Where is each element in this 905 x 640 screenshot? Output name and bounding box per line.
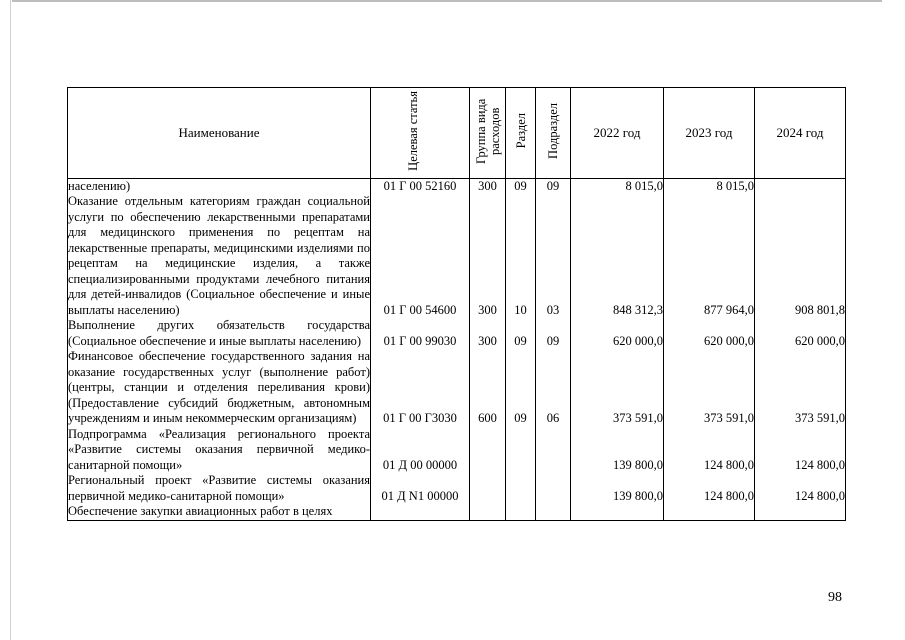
row-name: Региональный проект «Развитие системы оказания первичной медико-санитарной помощи» xyxy=(68,473,370,503)
row-target-article xyxy=(371,504,470,520)
row-section xyxy=(506,473,536,504)
row-value-2024: 908 801,8 xyxy=(755,194,846,318)
row-value-2024: 620 000,0 xyxy=(755,318,846,349)
row-expense-group xyxy=(470,473,506,504)
row-value-2024 xyxy=(755,504,846,520)
row-name: Подпрограмма «Реализация регионального проекта «Развитие системы оказания первичной медико-санитарной помощи» xyxy=(68,426,370,472)
row-section: 09 xyxy=(506,318,536,349)
row-value-2022: 139 800,0 xyxy=(571,427,664,474)
table-row xyxy=(68,178,846,194)
header-section xyxy=(506,88,536,179)
row-expense-group xyxy=(470,427,506,474)
row-value-2023 xyxy=(664,504,755,520)
budget-table xyxy=(67,87,846,521)
row-value-2022: 373 591,0 xyxy=(571,349,664,427)
row-target-article: 01 Г 00 54600 xyxy=(371,194,470,318)
table-row xyxy=(68,473,846,504)
row-name: населению) xyxy=(68,178,371,194)
table-row xyxy=(68,427,846,474)
header-expense-group xyxy=(470,88,506,179)
table-row xyxy=(68,194,846,318)
header-name: Наименование xyxy=(68,88,371,179)
row-expense-group: 600 xyxy=(470,349,506,427)
table-header-row xyxy=(68,88,846,179)
row-name: Выполнение других обязательств государства (Социальное обеспечение и иные выплаты населению) xyxy=(68,318,370,348)
row-value-2023: 373 591,0 xyxy=(664,349,755,427)
row-value-2022: 620 000,0 xyxy=(571,318,664,349)
row-value-2024 xyxy=(755,178,846,194)
table-row xyxy=(68,504,846,520)
row-section: 10 xyxy=(506,194,536,318)
header-section-text: Раздел xyxy=(513,113,528,149)
row-value-2023: 124 800,0 xyxy=(664,427,755,474)
row-value-2022 xyxy=(571,504,664,520)
row-section xyxy=(506,504,536,520)
header-target-article-text: Целевая статья xyxy=(406,91,420,171)
row-section xyxy=(506,427,536,474)
row-value-2023: 124 800,0 xyxy=(664,473,755,504)
header-year-2022: 2022 год xyxy=(571,88,664,179)
header-subsection xyxy=(536,88,571,179)
header-subsection-text: Подраздел xyxy=(546,103,560,159)
row-subsection xyxy=(536,473,571,504)
row-name: Финансовое обеспечение государственного задания на оказание государственных услуг (выполнение работ) (центры, станции и отделения переливания крови) (Предоставление субсидий бюджетным, автономным учреждениям и иным некоммерческим организациям) xyxy=(68,349,370,425)
row-section: 09 xyxy=(506,349,536,427)
row-value-2023: 620 000,0 xyxy=(664,318,755,349)
row-subsection: 09 xyxy=(536,318,571,349)
row-target-article: 01 Д 00 00000 xyxy=(371,427,470,474)
row-target-article: 01 Г 00 Г3030 xyxy=(371,349,470,427)
row-subsection: 09 xyxy=(536,178,571,194)
scan-edge-left xyxy=(10,0,11,640)
row-value-2024: 373 591,0 xyxy=(755,349,846,427)
row-target-article: 01 Г 00 99030 xyxy=(371,318,470,349)
row-value-2022: 848 312,3 xyxy=(571,194,664,318)
page-number: 98 xyxy=(828,590,842,605)
row-section: 09 xyxy=(506,178,536,194)
header-year-2024: 2024 год xyxy=(755,88,846,179)
row-value-2024: 124 800,0 xyxy=(755,427,846,474)
row-value-2024: 124 800,0 xyxy=(755,473,846,504)
row-value-2023: 877 964,0 xyxy=(664,194,755,318)
row-name: Оказание отдельным категориям граждан социальной услуги по обеспечению лекарственными препаратами для медицинского применения по рецептам на лекарственные препараты, медицинскими изделиями по рецептам на медицинские изделия, а также специализированными продуктами лечебного питания для детей-инвалидов (Социальное обеспечение и иные выплаты населению) xyxy=(68,194,370,317)
row-target-article: 01 Д N1 00000 xyxy=(371,473,470,504)
header-target-article xyxy=(371,88,470,179)
scan-edge-top xyxy=(12,0,882,2)
row-expense-group xyxy=(470,504,506,520)
table-row xyxy=(68,318,846,349)
row-value-2022: 139 800,0 xyxy=(571,473,664,504)
row-value-2023: 8 015,0 xyxy=(664,178,755,194)
row-target-article: 01 Г 00 52160 xyxy=(371,178,470,194)
table-row xyxy=(68,349,846,427)
row-name: Обеспечение закупки авиационных работ в целях xyxy=(68,504,371,520)
header-year-2023: 2023 год xyxy=(664,88,755,179)
row-expense-group: 300 xyxy=(470,178,506,194)
row-subsection xyxy=(536,504,571,520)
row-subsection: 03 xyxy=(536,194,571,318)
row-value-2022: 8 015,0 xyxy=(571,178,664,194)
row-expense-group: 300 xyxy=(470,318,506,349)
row-subsection xyxy=(536,427,571,474)
header-expense-group-text: Группа вида расходов xyxy=(473,98,502,164)
row-subsection: 06 xyxy=(536,349,571,427)
row-expense-group: 300 xyxy=(470,194,506,318)
